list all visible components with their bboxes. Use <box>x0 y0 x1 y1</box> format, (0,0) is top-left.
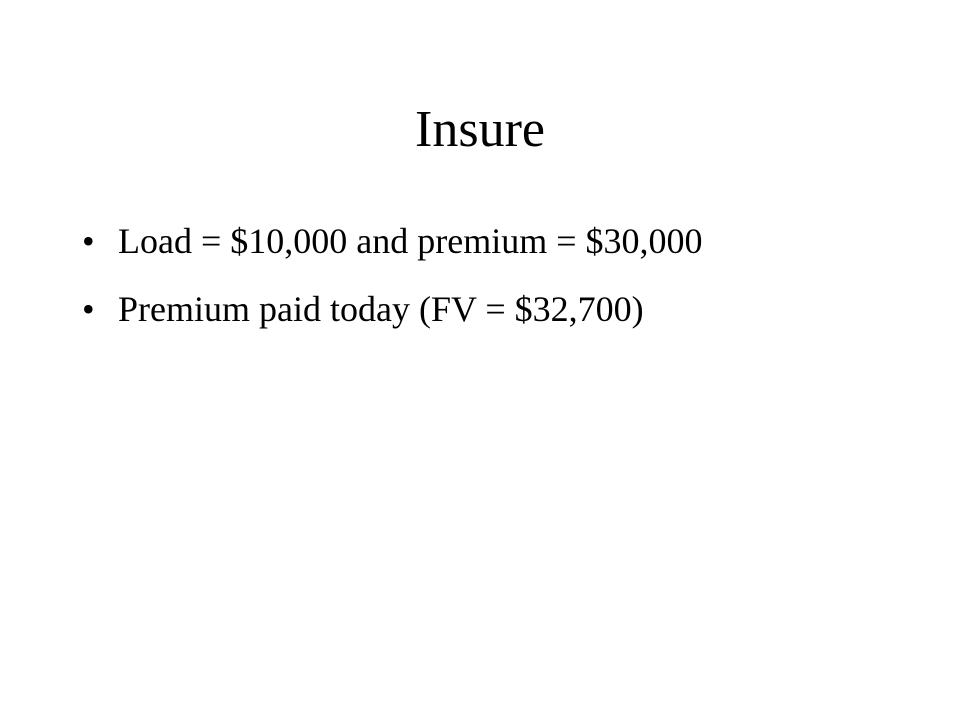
bullet-item <box>82 284 902 334</box>
bullet-dot-icon: • <box>82 221 95 261</box>
bullet-item <box>82 216 902 266</box>
bullet-text: Load = $10,000 and premium = $30,000 <box>118 221 703 261</box>
slide-title: Insure <box>415 101 545 158</box>
bullet-text: Premium paid today (FV = $32,700) <box>118 289 644 329</box>
bullet-list <box>82 216 902 352</box>
bullet-dot-icon: • <box>82 289 95 329</box>
